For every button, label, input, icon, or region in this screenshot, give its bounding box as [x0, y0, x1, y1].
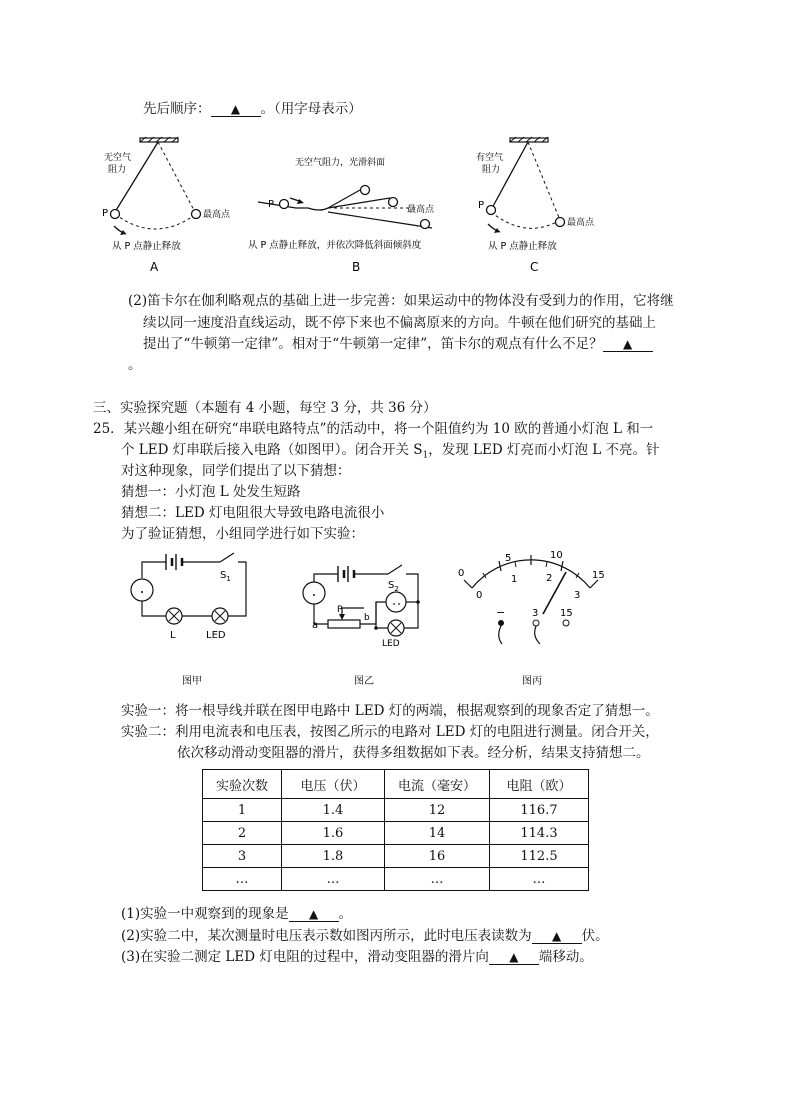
ask-two-suffix: 伏。 [581, 928, 609, 944]
swing-path-c [491, 212, 560, 228]
terminal-label-neg: − [496, 606, 506, 619]
header-resistance: 电阻（欧） [490, 770, 589, 799]
ball-a [111, 210, 120, 219]
label-a: A [150, 260, 159, 274]
part2-line3: 提出了“牛顿第一定律”。相对于“牛顿第一定律”，笛卡尔的观点有什么不足？ [143, 336, 603, 352]
order-question [143, 97, 362, 117]
terminal-label-3: 3 [532, 608, 539, 619]
highest-b: 最高点 [407, 205, 435, 215]
table-cell: 12 [385, 799, 490, 822]
table-row [203, 822, 589, 845]
ball-end-a [192, 210, 201, 219]
ball-steep-b [361, 186, 370, 195]
table-row [203, 845, 589, 868]
experiment-one: 实验一：将一根导线并联在图甲电路中 LED 灯的两端，根据观察到的现象否定了猜想一。 [121, 703, 659, 719]
caption-c: 从 P 点静止释放 [488, 241, 557, 252]
q25-line2 [121, 438, 660, 461]
table-row [203, 868, 589, 891]
guess-two: 猜想二：LED 灯电阻很大导致电路电流很小 [121, 505, 385, 521]
outer-tick-0: 0 [458, 568, 465, 579]
meter-yi [303, 582, 325, 604]
terminal-label-15: 15 [560, 608, 573, 619]
top-note-b: 无空气阻力，光滑斜面 [295, 158, 386, 168]
figure-a [102, 137, 231, 274]
guess-one: 猜想一：小灯泡 L 处发生短路 [121, 484, 301, 500]
led-label-yi: LED [382, 639, 400, 649]
circuit-jia [131, 553, 246, 687]
end-b-label: b [364, 613, 370, 623]
switch-jia [220, 553, 234, 562]
air-note-a-1: 无空气 [104, 153, 132, 163]
ask-one-blank[interactable]: ▲ [289, 907, 339, 922]
verify-intro: 为了验证猜想，小组同学进行如下实验： [121, 526, 364, 542]
ball-end-c [556, 218, 565, 227]
circuit-yi [303, 565, 420, 687]
caption-yi: 图乙 [354, 676, 374, 687]
ask-one-prefix: (1)实验一中观察到的现象是 [121, 906, 289, 922]
ball-start-b [280, 200, 289, 209]
outer-tick-15: 15 [592, 570, 605, 581]
q25-line2-sub: 1 [422, 450, 429, 461]
order-suffix: 。（用字母表示） [260, 101, 362, 117]
switch-label-jia: $S_1$ [220, 570, 231, 583]
highest-a: 最高点 [203, 210, 231, 220]
order-answer-blank[interactable]: ▲ [211, 102, 261, 117]
ask-three-prefix: (3)在实验二测定 LED 灯电阻的过程中，滑动变阻器的滑片向 [121, 949, 489, 965]
switch-yi [388, 565, 402, 574]
table-cell: 3 [203, 845, 282, 868]
part2-answer-blank[interactable]: ▲ [603, 337, 653, 352]
outer-tick-10: 10 [550, 550, 563, 561]
slider-label-yi: P [337, 605, 343, 615]
inner-tick-2: 2 [546, 573, 553, 584]
wire-neg [499, 626, 502, 644]
caption-jia: 图甲 [182, 676, 202, 687]
label-b: B [352, 260, 361, 274]
lamp-label-jia: L [170, 630, 176, 641]
label-c: C [530, 260, 539, 274]
ask-one [121, 902, 352, 922]
point-p-b: P [268, 199, 275, 210]
voltmeter-yi [386, 592, 406, 612]
switch-label-yi: $S_2$ [388, 580, 399, 593]
caption-a: 从 P 点静止释放 [112, 241, 181, 252]
inner-tick-3: 3 [574, 590, 581, 601]
table-cell: 112.5 [490, 845, 589, 868]
ask-one-suffix: 。 [338, 906, 353, 922]
ask-three-suffix: 端移动。 [538, 949, 593, 965]
led-label-jia: LED [206, 630, 226, 641]
air-note-a-2: 阻力 [108, 165, 127, 175]
ball-c [487, 206, 496, 215]
table-cell: 14 [385, 822, 490, 845]
part2-line2: 续以同一速度沿直线运动，既不停下来也不偏离原来的方向。牛顿在他们研究的基础上 [143, 315, 656, 331]
table-cell: 16 [385, 845, 490, 868]
table-header-row [203, 770, 589, 799]
pendulum-figures [90, 132, 650, 280]
ask-three [121, 945, 593, 965]
table-cell: 1.4 [282, 799, 385, 822]
ball-low-b [421, 220, 430, 229]
table-cell: … [490, 868, 589, 891]
caption-bing: 图丙 [522, 676, 542, 687]
end-a-label: a [312, 620, 319, 631]
figure-b [248, 156, 435, 274]
table-cell: 1 [203, 799, 282, 822]
air-note-c-1: 有空气 [476, 153, 504, 163]
table-cell: 114.3 [490, 822, 589, 845]
swing-path-a [115, 214, 196, 229]
wire-3 [535, 626, 540, 644]
table-cell: 1.8 [282, 845, 385, 868]
figure-c [476, 137, 595, 274]
table-cell: 116.7 [490, 799, 589, 822]
string-dashed-c [528, 142, 560, 220]
order-prefix: 先后顺序： [143, 101, 211, 117]
terminal-3 [533, 620, 539, 626]
ask-two-prefix: (2)实验二中，某次测量时电压表示数如图丙所示，此时电压表读数为 [121, 928, 532, 944]
section-heading: 三、实验探究题（本题有 4 小题，每空 3 分，共 36 分） [93, 400, 437, 416]
point-p-c: P [478, 200, 485, 211]
data-table [202, 769, 589, 891]
ball-mid-b [389, 198, 398, 207]
experiment-two-line1: 实验二：利用电流表和电压表，按图乙所示的电路对 LED 灯的电阻进行测量。闭合开关， [121, 724, 659, 740]
point-p-a: P [102, 208, 109, 219]
part2-end: 。 [128, 357, 142, 373]
q25-line1: 25．某兴趣小组在研究“串联电路特点”的活动中，将一个阻值约为 10 欧的普通小灯泡 L 和一 [93, 421, 654, 437]
table-cell: … [282, 868, 385, 891]
terminal-15 [563, 620, 569, 626]
highest-c: 最高点 [567, 218, 595, 228]
header-trial: 实验次数 [203, 770, 282, 799]
rheostat-yi [328, 620, 360, 628]
caption-b: 从 P 点静止释放，并依次降低斜面倾斜度 [248, 240, 422, 251]
circuit-figures [120, 548, 610, 690]
q25-line3: 对这种现象，同学们提出了以下猜想： [121, 463, 351, 479]
string-dashed-a [158, 142, 196, 214]
table-cell: … [203, 868, 282, 891]
outer-tick-5: 5 [505, 553, 512, 564]
inner-tick-1: 1 [511, 574, 518, 585]
experiment-two-line2: 依次移动滑动变阻器的滑片，获得多组数据如下表。经分析，结果支持猜想二。 [177, 745, 650, 761]
table-cell: 2 [203, 822, 282, 845]
header-voltage: 电压（伏） [282, 770, 385, 799]
q25-line2-a: 个 LED 灯串联后接入电路（如图甲）。闭合开关 S [121, 442, 423, 458]
part2-line3-wrap [143, 332, 653, 352]
q25-line2-b: ，发现 LED 灯亮而小灯泡 L 不亮。针 [428, 442, 660, 458]
terminal-neg [498, 620, 504, 626]
ask-three-blank[interactable]: ▲ [489, 950, 539, 965]
voltmeter-dial-bing [458, 550, 605, 687]
part2-line1: (2)笛卡尔在伽利略观点的基础上进一步完善：如果运动中的物体没有受到力的作用，它将继 [128, 293, 674, 309]
meter-jia [131, 579, 153, 601]
table-cell: … [385, 868, 490, 891]
table-cell: 1.6 [282, 822, 385, 845]
ask-two [121, 924, 609, 944]
inner-tick-0: 0 [476, 590, 483, 601]
table-row [203, 799, 589, 822]
air-note-c-2: 阻力 [482, 165, 501, 175]
ask-two-blank[interactable]: ▲ [532, 929, 582, 944]
header-current: 电流（毫安） [385, 770, 490, 799]
